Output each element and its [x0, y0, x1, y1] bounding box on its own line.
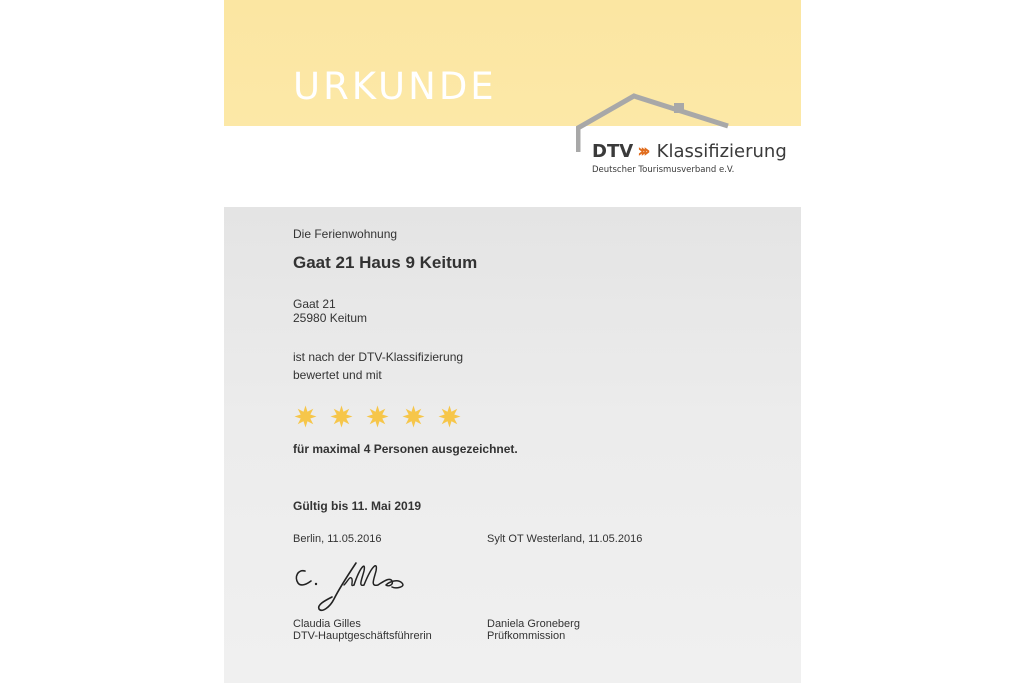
place-date-left: Berlin, 11.05.2016 [293, 533, 382, 545]
star-rating [294, 405, 461, 428]
star-icon [366, 405, 389, 428]
address-city: 25980 Keitum [293, 311, 368, 325]
address-street: Gaat 21 [293, 297, 336, 311]
signatory-right-name: Daniela Groneberg [487, 618, 580, 630]
place-date-right: Sylt OT Westerland, 11.05.2016 [487, 533, 643, 545]
signatory-right-title: Prüfkommission [487, 630, 566, 642]
validity-text: Gültig bis 11. Mai 2019 [293, 499, 422, 513]
certificate-body [224, 207, 801, 683]
chevron-double-icon: ››› [637, 140, 646, 162]
certificate-page [224, 0, 801, 683]
logo-wordmark [592, 140, 787, 162]
signatory-left-title: DTV-Hauptgeschäftsführerin [293, 630, 432, 642]
handwritten-signature [292, 557, 432, 617]
star-icon [438, 405, 461, 428]
capacity-text: für maximal 4 Personen ausgezeichnet. [293, 442, 518, 456]
logo-name: Klassifizierung [656, 140, 787, 162]
intro-text: Die Ferienwohnung [293, 227, 398, 241]
page-title: URKUNDE [293, 65, 497, 108]
logo-subtitle: Deutscher Tourismusverband e.V. [592, 165, 735, 175]
statement-line-2: bewertet und mit [293, 368, 382, 382]
property-name: Gaat 21 Haus 9 Keitum [293, 253, 478, 272]
star-icon [330, 405, 353, 428]
dtv-logo [576, 92, 787, 182]
signatory-left-name: Claudia Gilles [293, 618, 361, 630]
star-icon [294, 405, 317, 428]
statement-line-1: ist nach der DTV-Klassifizierung [293, 350, 464, 364]
logo-brand: DTV [592, 140, 634, 162]
star-icon [402, 405, 425, 428]
